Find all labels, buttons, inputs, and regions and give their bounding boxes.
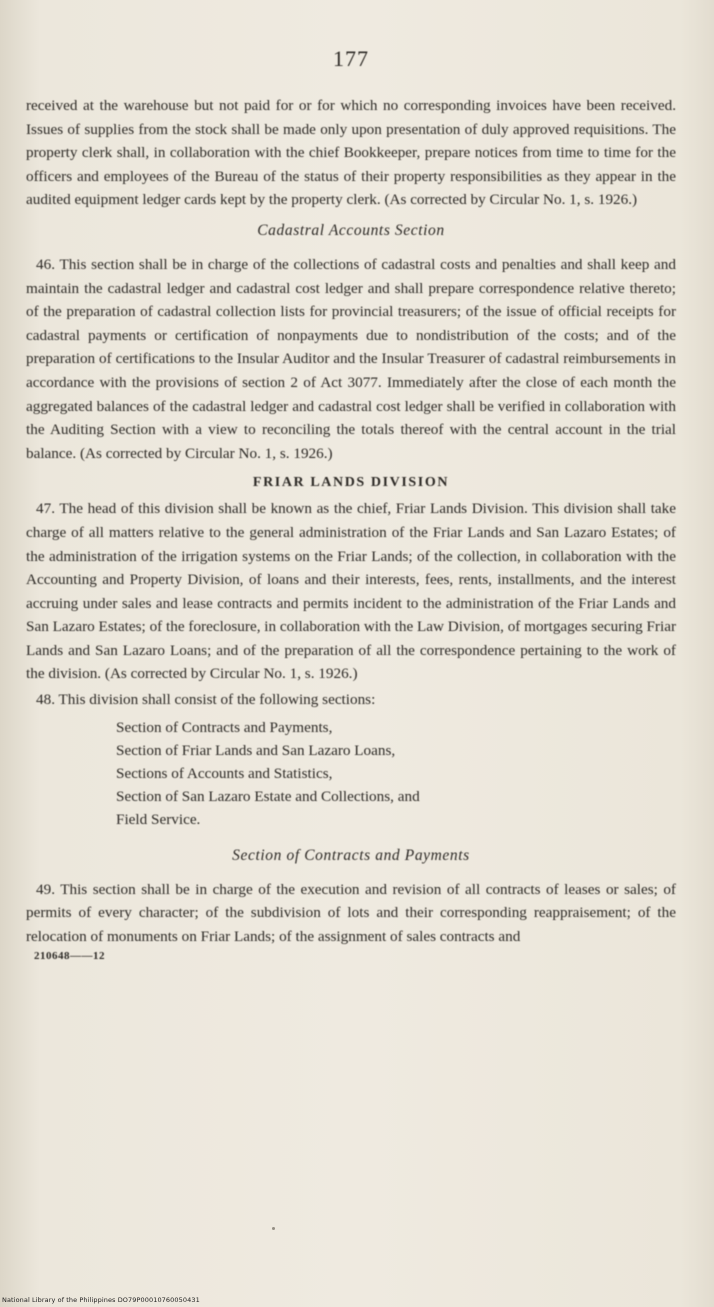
paragraph-48: 48. This division shall consist of the following sections: — [36, 691, 376, 709]
paragraph-49: 49. This section shall be in charge of the execution and revision of all contracts of leases or sales; of permits of every character; of the subdivision of lots and their corresponding reappraisement; of the relocation of monuments on Friar Lands; of the assignment of sales contracts and — [26, 880, 676, 945]
heading-contracts-and-payments: Section of Contracts and Payments — [232, 846, 470, 864]
library-credit-line: National Library of the Philippines DO79P00010760050431 — [2, 1296, 200, 1304]
paragraph-47: 47. The head of this division shall be known as the chief, Friar Lands Division. This division shall take charge of all matters relative to the general administration of the Friar Lands and San Lazaro Estates; of the administration of the irrigation systems on the Friar Lands; of the collection, in collaboration with the Accounting and Property Division, of loans and their interests, fees, rents, installments, and the interest accruing under sales and lease contracts and permits incident to the administration of the Friar Lands and San Lazaro Estates; of the foreclosure, in collaboration with the Law Division, of mortgages securing Friar Lands and San Lazaro Loans; and of the preparation of all the correspondence pertaining to the work of the division. (As corrected by Circular No. 1, s. 1926.) — [26, 500, 676, 683]
heading-cadastral-accounts-section: Cadastral Accounts Section — [257, 221, 445, 239]
list-item: Section of Friar Lands and San Lazaro Loans, — [116, 741, 396, 759]
sections-list — [116, 716, 676, 831]
paper-speck — [272, 1227, 275, 1230]
list-item: Sections of Accounts and Statistics, — [116, 764, 333, 782]
page-number: 177 — [333, 46, 369, 71]
paragraph-continued: received at the warehouse but not paid for or for which no corresponding invoices have been received. Issues of supplies from the stock shall be made only upon presentation of duly approved requisitions. The property clerk shall, in collaboration with the chief Bookkeeper, prepare notices from time to time for the officers and employees of the Bureau of the status of their property responsibilities as they appear in the audited equipment ledger cards kept by the property clerk. (As corrected by Circular No. 1, s. 1926.) — [26, 97, 676, 209]
list-item: Field Service. — [116, 810, 201, 828]
print-signature-code: 210648——12 — [34, 950, 105, 963]
paragraph-46: 46. This section shall be in charge of the collections of cadastral costs and penalties and shall keep and maintain the cadastral ledger and cadastral cost ledger and shall prepare correspondence relative thereto; of the preparation of cadastral collection lists for provincial treasurers; of the issue of official receipts for cadastral payments or certification of nonpayments due to nondistribution of the costs; and of the preparation of certifications to the Insular Auditor and the Insular Treasurer of cadastral reimbursements in accordance with the provisions of section 2 of Act 3077. Immediately after the close of each month the aggregated balances of the cadastral ledger and cadastral cost ledger shall be verified in collaboration with the Auditing Section with a view to reconciling the totals thereof with the central account in the trial balance. (As corrected by Circular No. 1, s. 1926.) — [26, 255, 676, 462]
list-item: Section of San Lazaro Estate and Collections, and — [116, 787, 420, 805]
page-content — [26, 38, 676, 962]
heading-friar-lands-division: FRIAR LANDS DIVISION — [252, 475, 450, 491]
list-item: Section of Contracts and Payments, — [116, 718, 333, 736]
